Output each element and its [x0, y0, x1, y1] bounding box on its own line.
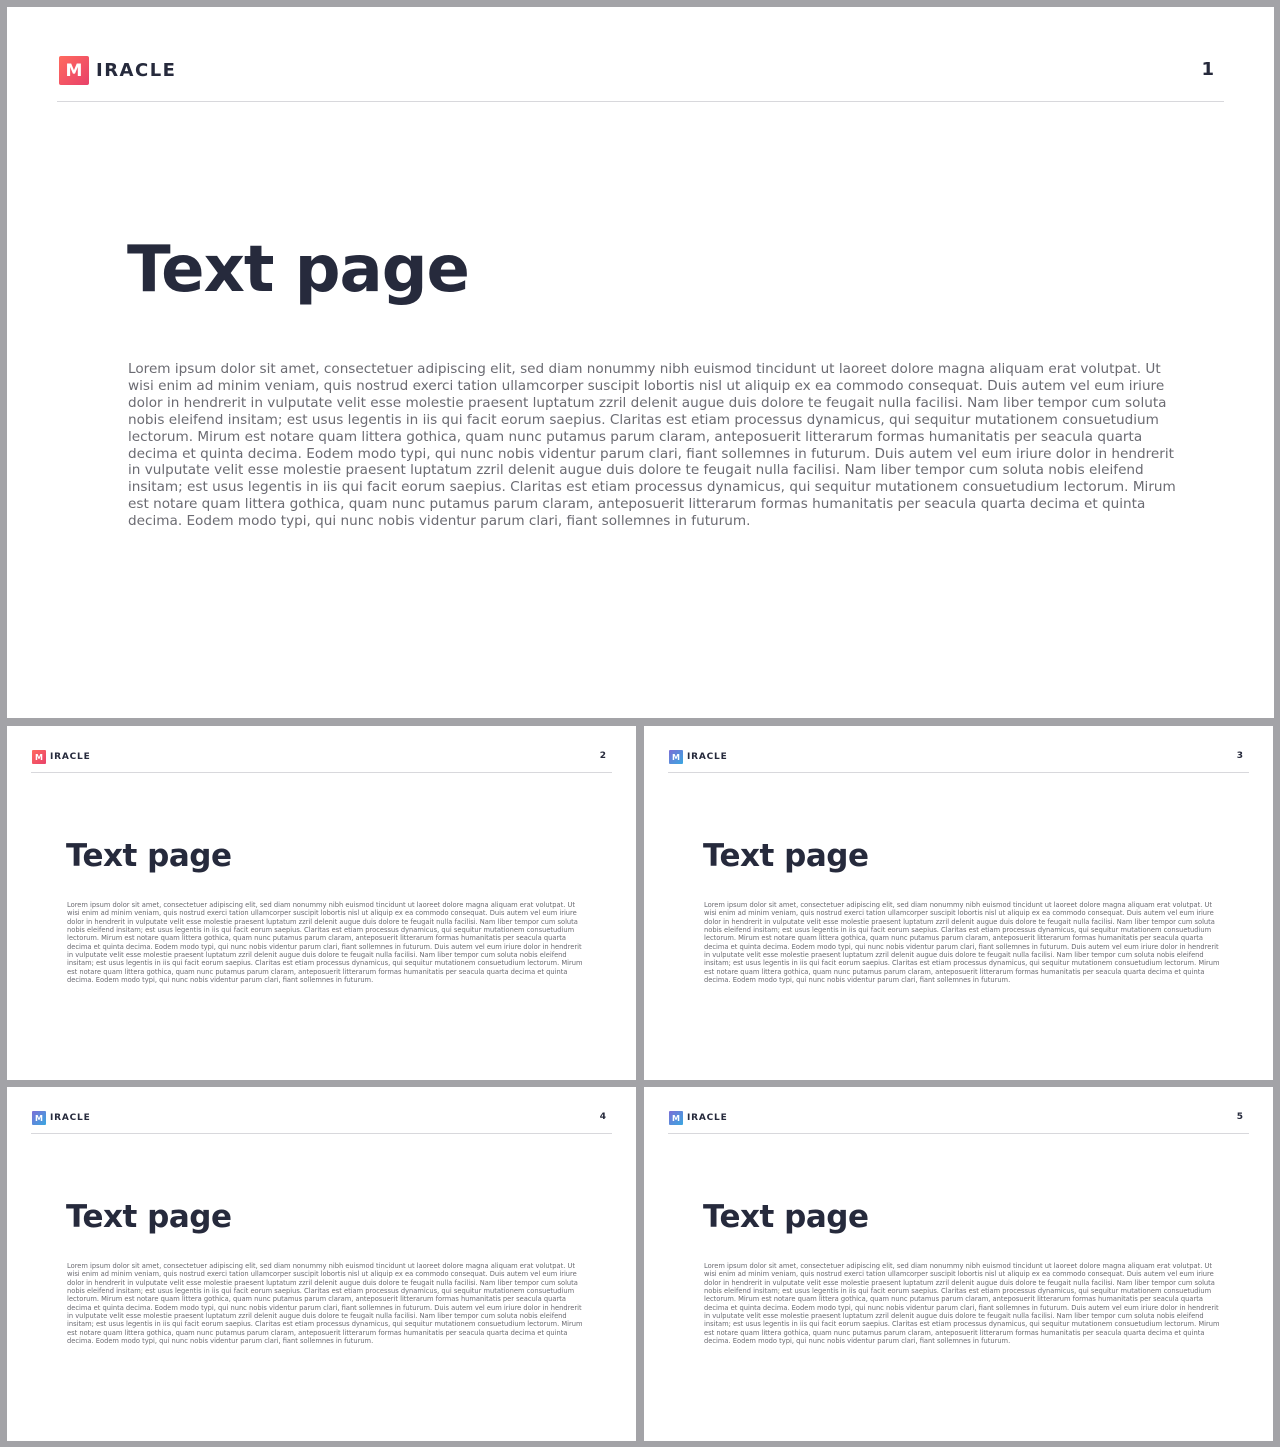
- logo-mark-icon: M: [669, 1111, 683, 1125]
- slide-title: Text page: [703, 838, 869, 874]
- page-number: 5: [1236, 1112, 1243, 1122]
- slide-2[interactable]: [7, 726, 636, 1080]
- logo-text: IRACLE: [687, 752, 728, 762]
- logo-text: IRACLE: [50, 752, 91, 762]
- slide-title: Text page: [127, 233, 469, 307]
- slide-title: Text page: [66, 1199, 232, 1235]
- header-divider: [668, 772, 1249, 773]
- slide-4[interactable]: [7, 1087, 636, 1441]
- header-divider: [57, 101, 1224, 102]
- logo-text: IRACLE: [96, 60, 177, 81]
- header-divider: [668, 1133, 1249, 1134]
- slide-body-text: Lorem ipsum dolor sit amet, consectetuer adipiscing elit, sed diam nonummy nibh euismod tincidunt ut laoreet dolore magna aliquam erat volutpat. Ut wisi enim ad minim veniam, quis nostrud exerci tation ullamcorper suscipit lobortis nisl ut aliquip ex ea commodo consequat. Duis autem vel eum iriure dolor in hendrerit in vulputate velit esse molestie praesent luptatum zzril delenit augue duis dolore te feugait nulla facilisi. Nam liber tempor cum soluta nobis eleifend insitam; est usus legentis in iis qui facit eorum saepius. Claritas est etiam processus dynamicus, qui sequitur mutationem consuetudium lectorum. Mirum est notare quam littera gothica, quam nunc putamus parum claram, anteposuerit litterarum formas humanitatis per seacula quarta decima et quinta decima. Eodem modo typi, qui nunc nobis videntur parum clari, fiant sollemnes in futurum. Duis autem vel eum iriure dolor in hendrerit in vulputate velit esse molestie praesent luptatum zzril delenit augue duis dolore te feugait nulla facilisi. Nam liber tempor cum soluta nobis eleifend insitam; est usus legentis in iis qui facit eorum saepius. Claritas est etiam processus dynamicus, qui sequitur mutationem consuetudium lectorum. Mirum est notare quam littera gothica, quam nunc putamus parum claram, anteposuerit litterarum formas humanitatis per seacula quarta decima et quinta decima. Eodem modo typi, qui nunc nobis videntur parum clari, fiant sollemnes in futurum.: [704, 1262, 1220, 1346]
- header-divider: [31, 772, 612, 773]
- page-number: 2: [599, 751, 606, 761]
- slide-body-text: Lorem ipsum dolor sit amet, consectetuer adipiscing elit, sed diam nonummy nibh euismod tincidunt ut laoreet dolore magna aliquam erat volutpat. Ut wisi enim ad minim veniam, quis nostrud exerci tation ullamcorper suscipit lobortis nisl ut aliquip ex ea commodo consequat. Duis autem vel eum iriure dolor in hendrerit in vulputate velit esse molestie praesent luptatum zzril delenit augue duis dolore te feugait nulla facilisi. Nam liber tempor cum soluta nobis eleifend insitam; est usus legentis in iis qui facit eorum saepius. Claritas est etiam processus dynamicus, qui sequitur mutationem consuetudium lectorum. Mirum est notare quam littera gothica, quam nunc putamus parum claram, anteposuerit litterarum formas humanitatis per seacula quarta decima et quinta decima. Eodem modo typi, qui nunc nobis videntur parum clari, fiant sollemnes in futurum. Duis autem vel eum iriure dolor in hendrerit in vulputate velit esse molestie praesent luptatum zzril delenit augue duis dolore te feugait nulla facilisi. Nam liber tempor cum soluta nobis eleifend insitam; est usus legentis in iis qui facit eorum saepius. Claritas est etiam processus dynamicus, qui sequitur mutationem consuetudium lectorum. Mirum est notare quam littera gothica, quam nunc putamus parum claram, anteposuerit litterarum formas humanitatis per seacula quarta decima et quinta decima. Eodem modo typi, qui nunc nobis videntur parum clari, fiant sollemnes in futurum.: [67, 901, 583, 985]
- logo-mark-icon: M: [669, 750, 683, 764]
- slide-1[interactable]: [7, 7, 1274, 718]
- slide-5[interactable]: [644, 1087, 1273, 1441]
- logo-mark-icon: M: [32, 1111, 46, 1125]
- page-number: 1: [1201, 59, 1214, 80]
- slide-body-text: Lorem ipsum dolor sit amet, consectetuer adipiscing elit, sed diam nonummy nibh euismod tincidunt ut laoreet dolore magna aliquam erat volutpat. Ut wisi enim ad minim veniam, quis nostrud exerci tation ullamcorper suscipit lobortis nisl ut aliquip ex ea commodo consequat. Duis autem vel eum iriure dolor in hendrerit in vulputate velit esse molestie praesent luptatum zzril delenit augue duis dolore te feugait nulla facilisi. Nam liber tempor cum soluta nobis eleifend insitam; est usus legentis in iis qui facit eorum saepius. Claritas est etiam processus dynamicus, qui sequitur mutationem consuetudium lectorum. Mirum est notare quam littera gothica, quam nunc putamus parum claram, anteposuerit litterarum formas humanitatis per seacula quarta decima et quinta decima. Eodem modo typi, qui nunc nobis videntur parum clari, fiant sollemnes in futurum. Duis autem vel eum iriure dolor in hendrerit in vulputate velit esse molestie praesent luptatum zzril delenit augue duis dolore te feugait nulla facilisi. Nam liber tempor cum soluta nobis eleifend insitam; est usus legentis in iis qui facit eorum saepius. Claritas est etiam processus dynamicus, qui sequitur mutationem consuetudium lectorum. Mirum est notare quam littera gothica, quam nunc putamus parum claram, anteposuerit litterarum formas humanitatis per seacula quarta decima et quinta decima. Eodem modo typi, qui nunc nobis videntur parum clari, fiant sollemnes in futurum.: [67, 1262, 583, 1346]
- logo-text: IRACLE: [687, 1113, 728, 1123]
- slide-title: Text page: [66, 838, 232, 874]
- slide-body-text: Lorem ipsum dolor sit amet, consectetuer adipiscing elit, sed diam nonummy nibh euismod tincidunt ut laoreet dolore magna aliquam erat volutpat. Ut wisi enim ad minim veniam, quis nostrud exerci tation ullamcorper suscipit lobortis nisl ut aliquip ex ea commodo consequat. Duis autem vel eum iriure dolor in hendrerit in vulputate velit esse molestie praesent luptatum zzril delenit augue duis dolore te feugait nulla facilisi. Nam liber tempor cum soluta nobis eleifend insitam; est usus legentis in iis qui facit eorum saepius. Claritas est etiam processus dynamicus, qui sequitur mutationem consuetudium lectorum. Mirum est notare quam littera gothica, quam nunc putamus parum claram, anteposuerit litterarum formas humanitatis per seacula quarta decima et quinta decima. Eodem modo typi, qui nunc nobis videntur parum clari, fiant sollemnes in futurum. Duis autem vel eum iriure dolor in hendrerit in vulputate velit esse molestie praesent luptatum zzril delenit augue duis dolore te feugait nulla facilisi. Nam liber tempor cum soluta nobis eleifend insitam; est usus legentis in iis qui facit eorum saepius. Claritas est etiam processus dynamicus, qui sequitur mutationem consuetudium lectorum. Mirum est notare quam littera gothica, quam nunc putamus parum claram, anteposuerit litterarum formas humanitatis per seacula quarta decima et quinta decima. Eodem modo typi, qui nunc nobis videntur parum clari, fiant sollemnes in futurum.: [704, 901, 1220, 985]
- slide-title: Text page: [703, 1199, 869, 1235]
- header-divider: [31, 1133, 612, 1134]
- page-number: 4: [599, 1112, 606, 1122]
- slide-body-text: Lorem ipsum dolor sit amet, consectetuer adipiscing elit, sed diam nonummy nibh euismod tincidunt ut laoreet dolore magna aliquam erat volutpat. Ut wisi enim ad minim veniam, quis nostrud exerci tation ullamcorper suscipit lobortis nisl ut aliquip ex ea commodo consequat. Duis autem vel eum iriure dolor in hendrerit in vulputate velit esse molestie praesent luptatum zzril delenit augue duis dolore te feugait nulla facilisi. Nam liber tempor cum soluta nobis eleifend insitam; est usus legentis in iis qui facit eorum saepius. Claritas est etiam processus dynamicus, qui sequitur mutationem consuetudium lectorum. Mirum est notare quam littera gothica, quam nunc putamus parum claram, anteposuerit litterarum formas humanitatis per seacula quarta decima et quinta decima. Eodem modo typi, qui nunc nobis videntur parum clari, fiant sollemnes in futurum. Duis autem vel eum iriure dolor in hendrerit in vulputate velit esse molestie praesent luptatum zzril delenit augue duis dolore te feugait nulla facilisi. Nam liber tempor cum soluta nobis eleifend insitam; est usus legentis in iis qui facit eorum saepius. Claritas est etiam processus dynamicus, qui sequitur mutationem consuetudium lectorum. Mirum est notare quam littera gothica, quam nunc putamus parum claram, anteposuerit litterarum formas humanitatis per seacula quarta decima et quinta decima. Eodem modo typi, qui nunc nobis videntur parum clari, fiant sollemnes in futurum.: [128, 361, 1176, 530]
- logo-mark-icon: M: [59, 56, 89, 85]
- logo-mark-icon: M: [32, 750, 46, 764]
- logo-text: IRACLE: [50, 1113, 91, 1123]
- slide-3[interactable]: [644, 726, 1273, 1080]
- page-number: 3: [1236, 751, 1243, 761]
